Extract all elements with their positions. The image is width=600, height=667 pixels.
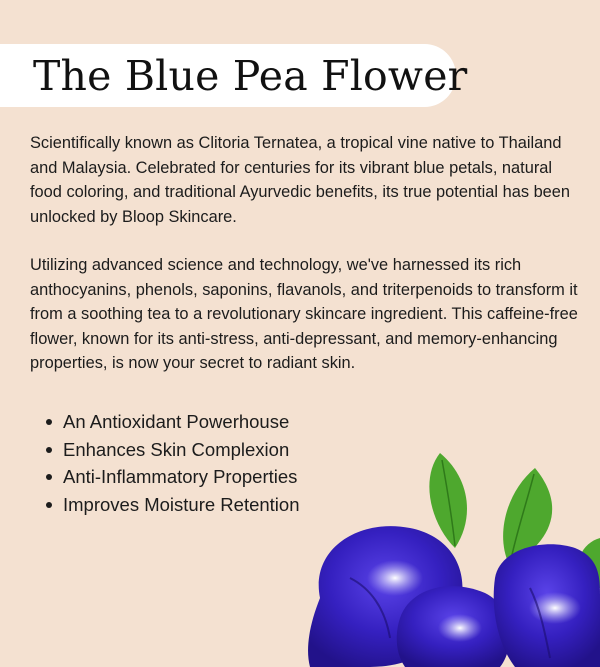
- intro-paragraph: Scientifically known as Clitoria Ternatea, a tropical vine native to Thailand and Malaysia. Celebrated for centuries for its vibrant blue petals, natural food coloring, and traditional Ayurvedic benefits, its true potential has been unlocked by Bloop Skincare.: [30, 134, 571, 226]
- benefits-list: [46, 408, 300, 518]
- benefit-item: Anti-Inflammatory Properties: [46, 463, 300, 491]
- page-title: The Blue Pea Flower: [33, 52, 468, 100]
- title-banner: [0, 44, 468, 107]
- benefit-item: Enhances Skin Complexion: [46, 436, 300, 464]
- blue-pea-flower-image: [300, 448, 600, 667]
- benefit-item: An Antioxidant Powerhouse: [46, 408, 300, 436]
- science-paragraph: Utilizing advanced science and technology, we've harnessed its rich anthocyanins, phenols, saponins, flavanols, and triterpenoids to transform it from a soothing tea to a revolutionary skincare ingredient. This caffeine-free flower, known for its anti-stress, anti-depressant, and memory-enhancing properties, is now your secret to radiant skin.: [30, 256, 578, 372]
- benefit-item: Improves Moisture Retention: [46, 491, 300, 519]
